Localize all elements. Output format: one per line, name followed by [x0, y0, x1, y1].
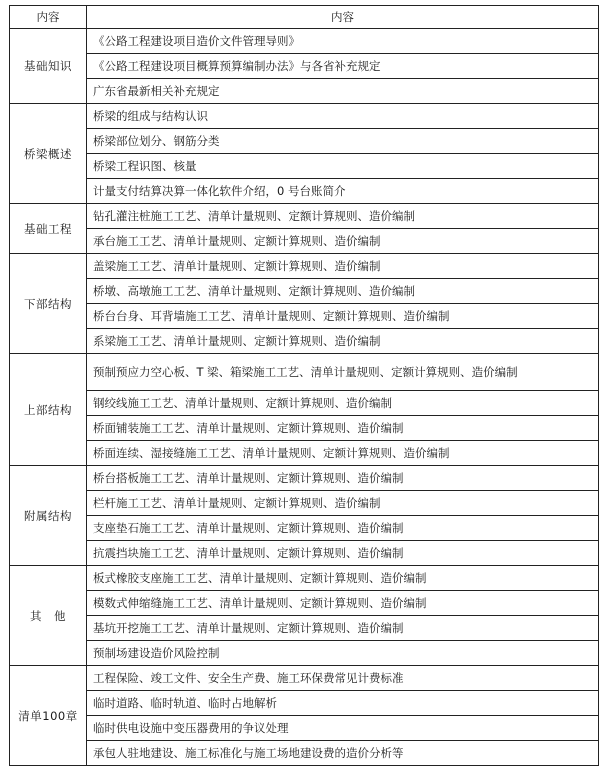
category-cell: 基础知识 [10, 29, 87, 104]
table-row [10, 616, 599, 641]
content-cell: 栏杆施工工艺、清单计量规则、定额计算规则、造价编制 [87, 491, 599, 516]
content-cell: 钢绞线施工工艺、清单计量规则、定额计算规则、造价编制 [87, 391, 599, 416]
table-row [10, 441, 599, 466]
content-cell: 桥梁工程识图、核量 [87, 154, 599, 179]
content-cell: 桥面连续、湿接缝施工工艺、清单计量规则、定额计算规则、造价编制 [87, 441, 599, 466]
header-cell-category: 内容 [10, 6, 87, 29]
table-row [10, 466, 599, 491]
content-cell: 基坑开挖施工工艺、清单计量规则、定额计算规则、造价编制 [87, 616, 599, 641]
table-body [10, 29, 599, 766]
table-row [10, 391, 599, 416]
table-row [10, 591, 599, 616]
content-cell: 钻孔灌注桩施工工艺、清单计量规则、定额计算规则、造价编制 [87, 204, 599, 229]
table-row [10, 179, 599, 204]
category-cell: 下部结构 [10, 254, 87, 354]
content-cell: 《公路工程建设项目概算预算编制办法》与各省补充规定 [87, 54, 599, 79]
table-row [10, 229, 599, 254]
category-cell: 上部结构 [10, 354, 87, 466]
table-row [10, 666, 599, 691]
table-row [10, 29, 599, 54]
content-cell: 临时道路、临时轨道、临时占地解析 [87, 691, 599, 716]
content-cell: 模数式伸缩缝施工工艺、清单计量规则、定额计算规则、造价编制 [87, 591, 599, 616]
table-row [10, 79, 599, 104]
content-cell: 工程保险、竣工文件、安全生产费、施工环保费常见计费标准 [87, 666, 599, 691]
content-cell: 桥梁部位划分、钢筋分类 [87, 129, 599, 154]
table-row [10, 154, 599, 179]
content-cell: 桥台搭板施工工艺、清单计量规则、定额计算规则、造价编制 [87, 466, 599, 491]
content-cell: 系梁施工工艺、清单计量规则、定额计算规则、造价编制 [87, 329, 599, 354]
table-row [10, 104, 599, 129]
table-row [10, 741, 599, 766]
content-cell: 预制场建设造价风险控制 [87, 641, 599, 666]
content-cell: 承包人驻地建设、施工标准化与施工场地建设费的造价分析等 [87, 741, 599, 766]
content-cell: 桥面铺装施工工艺、清单计量规则、定额计算规则、造价编制 [87, 416, 599, 441]
content-cell: 《公路工程建设项目造价文件管理导则》 [87, 29, 599, 54]
table-row [10, 641, 599, 666]
course-content-table [9, 5, 599, 766]
category-cell: 清单100章 [10, 666, 87, 766]
table-row [10, 416, 599, 441]
content-cell: 临时供电设施中变压器费用的争议处理 [87, 716, 599, 741]
category-cell: 其 他 [10, 566, 87, 666]
header-cell-content: 内容 [87, 6, 599, 29]
category-cell: 基础工程 [10, 204, 87, 254]
table-row [10, 716, 599, 741]
content-cell: 板式橡胶支座施工工艺、清单计量规则、定额计算规则、造价编制 [87, 566, 599, 591]
table-row [10, 516, 599, 541]
document-page [9, 5, 598, 766]
content-cell: 预制预应力空心板、T 梁、箱梁施工工艺、清单计量规则、定额计算规则、造价编制 [87, 354, 599, 391]
table-row [10, 491, 599, 516]
content-cell: 抗震挡块施工工艺、清单计量规则、定额计算规则、造价编制 [87, 541, 599, 566]
content-cell: 盖梁施工工艺、清单计量规则、定额计算规则、造价编制 [87, 254, 599, 279]
table-row [10, 54, 599, 79]
table-row [10, 329, 599, 354]
content-cell: 承台施工工艺、清单计量规则、定额计算规则、造价编制 [87, 229, 599, 254]
category-cell: 桥梁概述 [10, 104, 87, 204]
table-row [10, 254, 599, 279]
content-cell: 桥梁的组成与结构认识 [87, 104, 599, 129]
content-cell: 桥台台身、耳背墙施工工艺、清单计量规则、定额计算规则、造价编制 [87, 304, 599, 329]
category-cell: 附属结构 [10, 466, 87, 566]
table-row [10, 566, 599, 591]
content-cell: 支座垫石施工工艺、清单计量规则、定额计算规则、造价编制 [87, 516, 599, 541]
table-row [10, 304, 599, 329]
table-row [10, 541, 599, 566]
table-row [10, 129, 599, 154]
table-row [10, 691, 599, 716]
table-row [10, 354, 599, 391]
content-cell: 广东省最新相关补充规定 [87, 79, 599, 104]
content-cell: 桥墩、高墩施工工艺、清单计量规则、定额计算规则、造价编制 [87, 279, 599, 304]
table-row [10, 204, 599, 229]
content-cell: 计量支付结算决算一体化软件介绍，0 号台账简介 [87, 179, 599, 204]
header-row [10, 6, 599, 29]
table-row [10, 279, 599, 304]
